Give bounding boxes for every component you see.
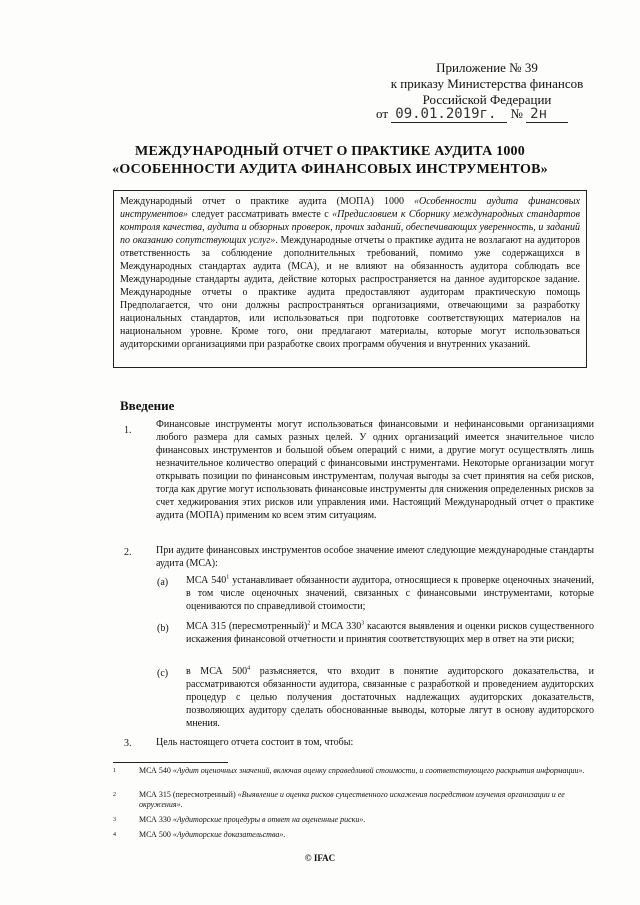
footnote-ref-2: 2 <box>307 620 311 627</box>
item-c-text: разъясняется, что входит в понятие аудиторского доказательства, и рассматриваются обязанности аудитора, связанные с разработкой и проведением аудиторских процедур с целью получения достаточных надлежащих аудиторских доказательств, позволяющих аудитору сделать обоснованные выводы, которые лягут в основу аудиторского мнения. <box>186 666 594 729</box>
footnote-4-ref: МСА 500 <box>139 830 173 839</box>
footnote-1-title: «Аудит оценочных значений, включая оценку справедливой стоимости, и соответствующего раскрытия информации». <box>172 766 585 775</box>
footnote-1-number: 1 <box>113 768 116 774</box>
footnote-ref-4: 4 <box>247 665 251 672</box>
footnote-4 <box>113 830 593 842</box>
footnote-2 <box>113 790 593 812</box>
item-c <box>186 665 594 730</box>
item-b-text: касаются выявления и оценки рисков существенного искажения финансовой отчетности и принятия соответствующих мер в ответ на эти риски; <box>186 621 594 645</box>
footnote-3-number: 3 <box>113 817 116 823</box>
paragraph-2: При аудите финансовых инструментов особое значение имеют следующие международные стандарты аудита (МСА): <box>156 545 594 569</box>
item-b-mid: и МСА 330 <box>310 621 362 632</box>
item-b-label: (b) <box>157 623 169 634</box>
appendix-dateline <box>376 106 616 123</box>
appendix-order: к приказу Министерства финансов <box>390 76 584 91</box>
date-value: 09.01.2019г. <box>391 106 507 123</box>
footnote-1-ref: МСА 540 <box>139 766 173 775</box>
summary-part-2: следует рассматривать вместе с <box>188 209 333 220</box>
summary-part-1: Международный отчет о практике аудита (МОПА) 1000 <box>120 196 415 207</box>
footnote-ref-3: 3 <box>361 620 365 627</box>
appendix-federation: Российской Федерации <box>422 92 552 107</box>
summary-italic-2: «Предисловием к Сборнику международных стандартов контроля качества, аудита и обзорных проверок, прочих заданий, обеспечивающих уверенность, и заданий по оказанию сопутствующих услуг» <box>120 209 580 246</box>
paragraph-1: Финансовые инструменты могут использоваться финансовыми и нефинансовыми организациями любого размера для самых разных целей. У одних организаций имеется значительное число финансовых инструментов и большой объем операций с ними, а другие могут осуществлять лишь незначительное количество операций с финансовыми инструментами. Некоторые организации могут открывать позиции по финансовым инструментам, получая выгоды за счет принятия на себя рисков, тогда как другие могут использовать финансовые инструменты для снижения определенных рисков за счет хеджирования этих рисков или управления ими. Настоящий Международный отчет о практике аудита (МОПА) применим ко всем этим ситуациям. <box>156 419 594 521</box>
footnote-4-body <box>139 830 593 840</box>
footnote-3-body <box>139 815 593 825</box>
title-line-1: МЕЖДУНАРОДНЫЙ ОТЧЕТ О ПРАКТИКЕ АУДИТА 1000 <box>135 144 525 159</box>
paragraph-2-number: 2. <box>124 547 132 558</box>
footnote-4-number: 4 <box>113 832 116 838</box>
appendix-number: Приложение № 39 <box>436 60 538 75</box>
footnote-4-title: «Аудиторские доказательства». <box>172 830 286 839</box>
footnote-ref-1: 1 <box>226 574 230 581</box>
paragraph-1-number: 1. <box>124 425 132 436</box>
number-prefix: № <box>510 106 523 121</box>
footnote-3 <box>113 815 593 827</box>
item-a-ref: МСА 540 <box>186 575 227 586</box>
title-line-2: «ОСОБЕННОСТИ АУДИТА ФИНАНСОВЫХ ИНСТРУМЕНТОВ» <box>112 162 548 177</box>
section-heading-intro: Введение <box>120 398 175 413</box>
appendix-header <box>372 60 602 108</box>
item-a <box>186 574 594 613</box>
summary-italic-1: «Особенности аудита финансовых инструментов» <box>120 196 580 220</box>
document-title <box>100 143 560 179</box>
item-a-text: устанавливает обязанности аудитора, относящиеся к проверке оценочных значений, в том числе оценочных значений, связанных с финансовыми инструментами, которые оцениваются по справедливой стоимости; <box>186 575 594 612</box>
paragraph-3: Цель настоящего отчета состоит в том, чтобы: <box>156 737 354 748</box>
footnote-2-number: 2 <box>113 792 116 798</box>
summary-box <box>113 190 587 368</box>
footnote-2-title: «Выявление и оценка рисков существенного искажения посредством изучения организации и ее окружения». <box>139 790 565 809</box>
footnote-3-ref: МСА 330 <box>139 815 173 824</box>
item-b-ref: МСА 315 (пересмотренный) <box>186 621 308 632</box>
paragraph-3-number: 3. <box>124 738 132 749</box>
footnote-2-ref: МСА 315 (пересмотренный) <box>139 790 238 799</box>
item-c-label: (c) <box>157 668 169 679</box>
item-c-ref: в МСА 500 <box>186 666 248 677</box>
footnote-3-title: «Аудиторские процедуры в ответ на оцененные риски». <box>172 815 366 824</box>
date-prefix: от <box>376 106 389 121</box>
item-b <box>186 620 594 646</box>
item-a-label: (a) <box>157 577 169 588</box>
copyright-footer: © IFAC <box>304 853 336 863</box>
summary-part-3: . Международные отчеты о практике аудита не возлагают на аудиторов ответственность за соблюдение дополнительных требований, помимо уже содержащихся в Международных стандартах аудита (МСА), и не влияют на обязанность аудитора соблюдать все Международные стандарты аудита, действие которых распространяется на данное аудиторское задание. Международные отчеты о практике аудита предоставляют аудиторам практическую помощь Предполагается, что они должны распространяться организациями, отвечающими за разработку национальных стандартов, или использоваться при подготовке соответствующих материалов на национальном уровне. Кроме того, они предлагают материалы, которые могут использоваться аудиторскими организациями при разработке своих программ обучения и внутренних указаний. <box>120 235 580 350</box>
number-value: 2н <box>526 106 568 123</box>
footnote-1-body <box>139 766 593 776</box>
footnote-divider <box>113 762 228 763</box>
footnote-2-body <box>139 790 593 810</box>
footnote-1 <box>113 766 593 788</box>
